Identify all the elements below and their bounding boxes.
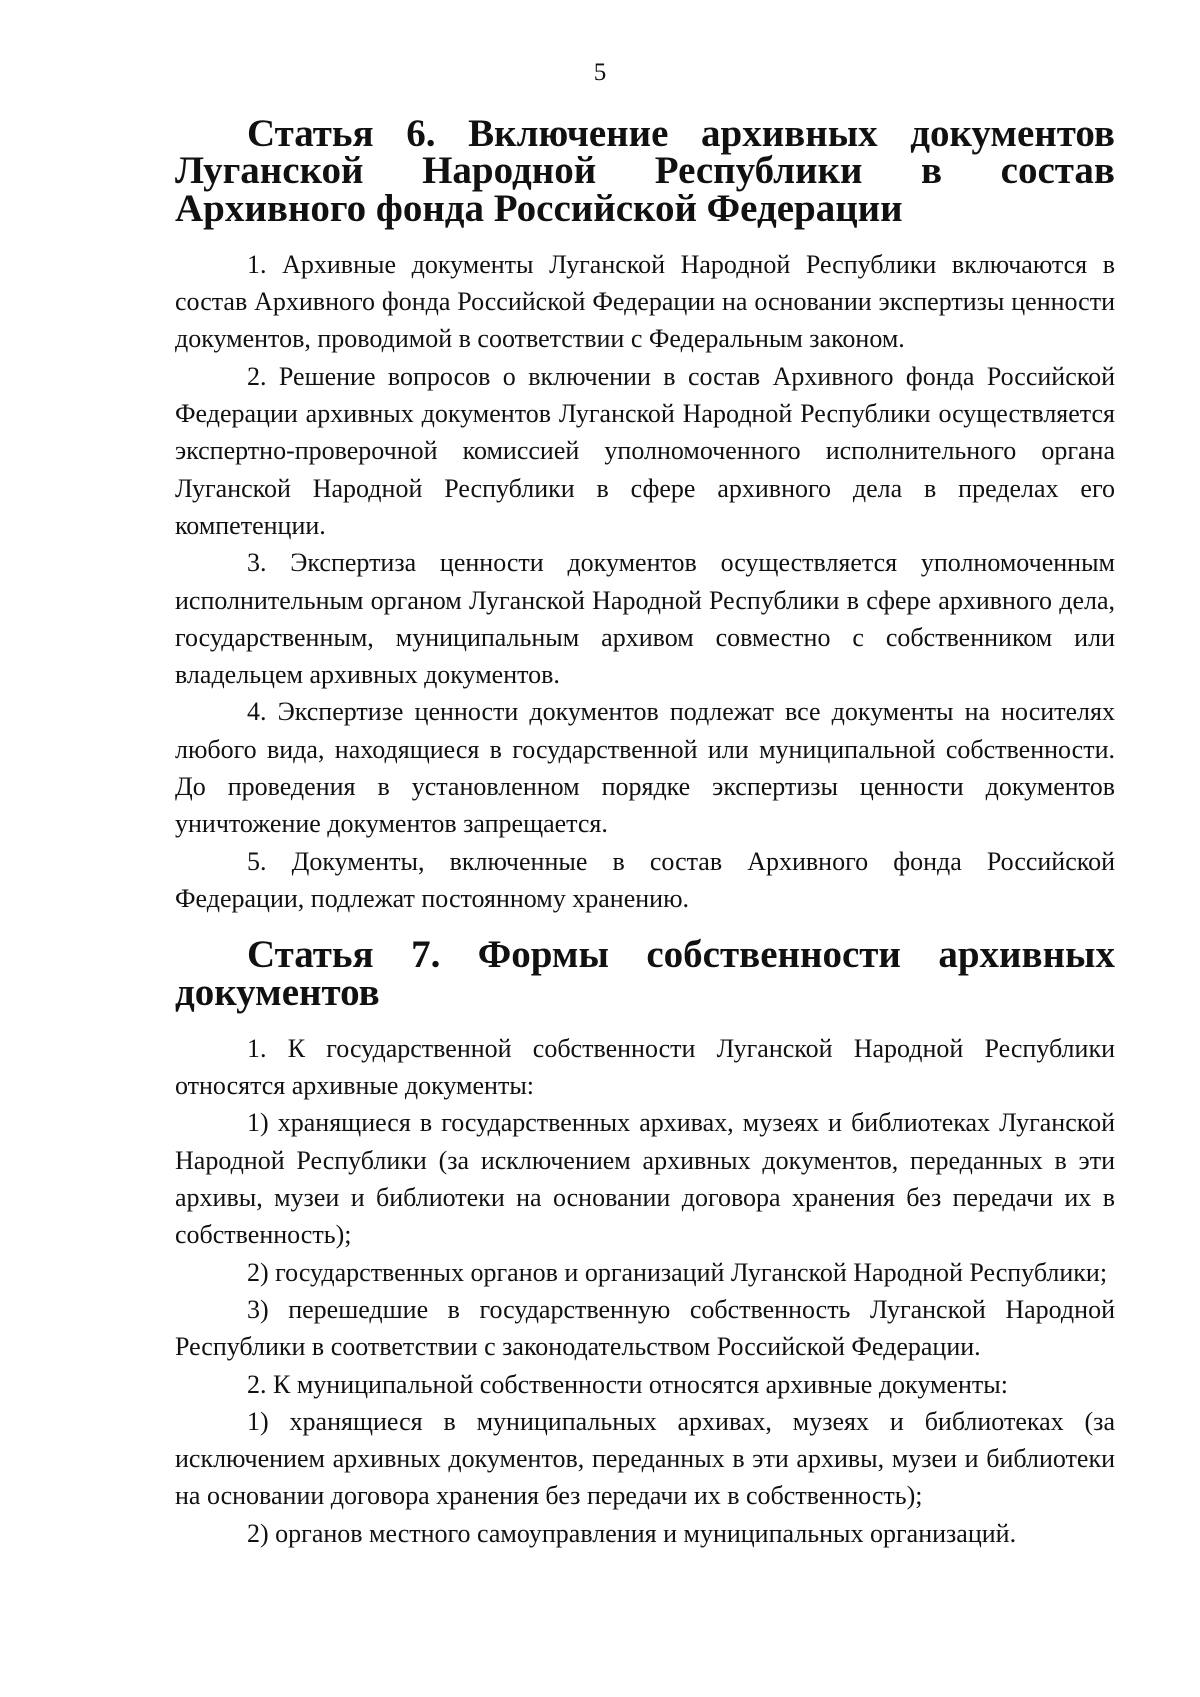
article-6-paragraph-3: 3. Экспертиза ценности документов осуществляется уполномоченным исполнительным органом Луганской Народной Республики в сфере архивного дела, государственным, муниципальным архивом совместно с собственником или владельцем архивных документов. — [175, 548, 1115, 690]
article-6 — [175, 112, 1115, 917]
article-6-title: Статья 6. Включение архивных документов Луганской Народной Республики в состав Архивного фонда Российской Федерации — [175, 112, 1115, 230]
article-7-paragraph-2: 2. К муниципальной собственности относятся архивные документы: — [247, 1369, 1008, 1399]
article-6-paragraph-2: 2. Решение вопросов о включении в состав Архивного фонда Российской Федерации архивных документов Луганской Народной Республики осуществляется экспертно-проверочной комиссией уполномоченного исполнительного органа Луганской Народной Республики в сфере архивного дела в пределах его компетенции. — [175, 361, 1115, 540]
article-7-item-1-3: 3) перешедшие в государственную собственность Луганской Народной Республики в соответствии с законодательством Российской Федерации. — [175, 1294, 1115, 1362]
article-7 — [175, 933, 1115, 1552]
article-6-paragraph-5: 5. Документы, включенные в состав Архивного фонда Российской Федерации, подлежат постоянному хранению. — [175, 846, 1115, 913]
page-number: 5 — [593, 59, 607, 86]
article-7-paragraph-1: 1. К государственной собственности Луганской Народной Республики относятся архивные документы: — [175, 1033, 1115, 1101]
article-7-item-1-1: 1) хранящиеся в государственных архивах, музеях и библиотеках Луганской Народной Республики (за исключением архивных документов, переданных в эти архивы, музеи и библиотеки на основании договора хранения без передачи их в собственность); — [175, 1108, 1115, 1250]
article-7-item-1-2: 2) государственных органов и организаций Луганской Народной Республики; — [247, 1257, 1108, 1287]
document-body — [175, 112, 1115, 1552]
article-7-item-2-2: 2) органов местного самоуправления и муниципальных организаций. — [247, 1518, 1017, 1548]
article-6-paragraph-4: 4. Экспертизе ценности документов подлежат все документы на носителях любого вида, находящиеся в государственной или муниципальной собственности. До проведения в установленном порядке экспертизы ценности документов уничтожение документов запрещается. — [175, 697, 1115, 839]
article-7-item-2-1: 1) хранящиеся в муниципальных архивах, музеях и библиотеках (за исключением архивных документов, переданных в эти архивы, музеи и библиотеки на основании договора хранения без передачи их в собственность); — [175, 1406, 1115, 1511]
article-7-title: Статья 7. Формы собственности архивных документов — [175, 933, 1115, 1014]
article-6-paragraph-1: 1. Архивные документы Луганской Народной Республики включаются в состав Архивного фонда Российской Федерации на основании экспертизы ценности документов, проводимой в соответствии с Федеральным законом. — [175, 249, 1115, 354]
